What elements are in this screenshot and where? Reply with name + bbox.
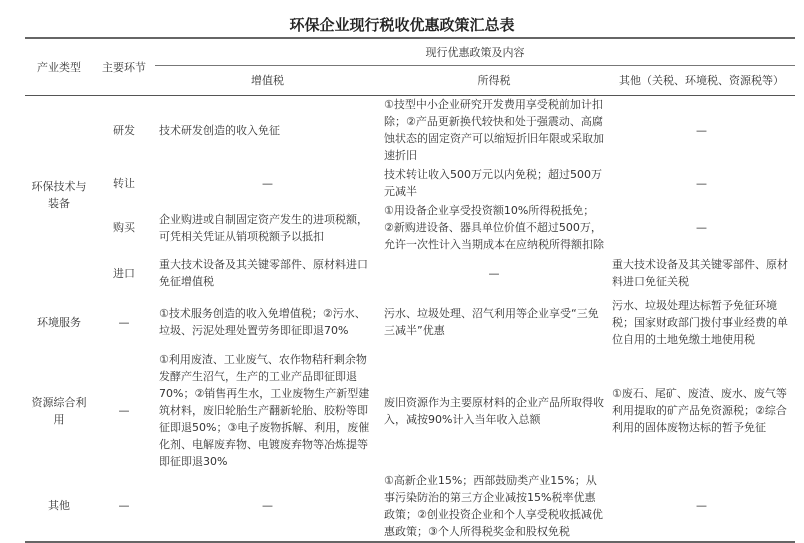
other-cell: — xyxy=(608,470,795,542)
table-row xyxy=(25,470,795,542)
other-cell: 污水、垃圾处理达标暂予免征环境税；国家财政部门拨付事业经费的单位自用的土地免缴土地使用税 xyxy=(612,298,788,346)
header-group: 现行优惠政策及内容 xyxy=(155,38,795,66)
table-row xyxy=(25,351,795,470)
stage-cell: — xyxy=(118,404,130,417)
vat-cell: 技术研发创造的收入免征 xyxy=(159,123,280,137)
stage-cell: 研发 xyxy=(113,123,135,137)
header-vat: 增值税 xyxy=(155,66,380,96)
income-cell: 废旧资源作为主要原材料的企业产品所取得收入，减按90%计入当年收入总额 xyxy=(384,395,604,426)
table-row xyxy=(25,293,795,351)
header-income: 所得税 xyxy=(380,66,608,96)
income-cell: ①用设备企业享受投资额10%所得税抵免；②新购进设备、器具单位价值不超过500万，允许一次性计入当期成本在应纳税所得额扣除 xyxy=(384,204,604,251)
vat-cell: 重大技术设备及其关键零部件、原材料进口免征增值税 xyxy=(159,258,368,288)
industry-cell: 环保技术与装备 xyxy=(31,179,87,210)
table-row xyxy=(25,202,795,253)
vat-cell: — xyxy=(155,470,380,542)
income-cell: 技术转让收入500万元以内免税；超过500万元减半 xyxy=(384,168,602,198)
other-cell: — xyxy=(696,221,708,234)
stage-cell: 进口 xyxy=(113,266,135,280)
other-cell: — xyxy=(696,123,708,137)
table-row xyxy=(25,96,795,165)
industry-cell: 其他 xyxy=(25,470,93,542)
header-industry: 产业类型 xyxy=(25,38,93,96)
stage-cell: — xyxy=(118,315,130,329)
table-row xyxy=(25,164,795,202)
vat-cell: ①技术服务创造的收入免增值税；②污水、垃圾、污泥处理处置劳务即征即退70% xyxy=(159,307,366,337)
header-other: 其他（关税、环境税、资源税等） xyxy=(608,66,795,96)
industry-cell: 资源综合利用 xyxy=(31,395,87,426)
table-row xyxy=(25,253,795,293)
vat-cell: ①利用废渣、工业废气、农作物秸秆剩余物发酵产生沼气，生产的工业产品即征即退70%；②销售再生水，工业废物生产新型建筑材料，废旧轮胎生产翻新轮胎、胶粉等即征即退50%；③电子废物拆解、利用，废催化剂、电解废弃物、电镀废弃物等冶炼提等即征即退30% xyxy=(159,353,370,468)
table-title: 环保企业现行税收优惠政策汇总表 xyxy=(289,16,515,34)
income-cell: ①技型中小企业研究开发费用享受税前加计扣除；②产品更新换代较快和处于强震动、高腐蚀状态的固定资产可以缩短折旧年限或采取加速折旧 xyxy=(384,98,604,162)
other-cell: — xyxy=(696,176,708,190)
vat-cell: — xyxy=(262,176,273,190)
industry-cell: 环境服务 xyxy=(37,315,81,329)
header-stage: 主要环节 xyxy=(93,38,155,96)
income-cell: 污水、垃圾处理、沼气利用等企业享受“三免三减半”优惠 xyxy=(384,307,599,337)
stage-cell: 购买 xyxy=(113,221,135,234)
stage-cell: — xyxy=(93,470,155,542)
income-cell: ①高新企业15%；西部鼓励类产业15%；从事污染防治的第三方企业减按15%税率优惠政策；②创业投资企业和个人享受税收抵减优惠政策；③个人所得税奖金和股权免税 xyxy=(380,470,608,542)
income-cell: — xyxy=(488,266,500,280)
other-cell: 重大技术设备及其关键零部件、原材料进口免征关税 xyxy=(612,258,788,288)
other-cell: ①废石、尾矿、废渣、废水、废气等利用提取的矿产品免资源税；②综合利用的固体废物达标的暂予免征 xyxy=(612,387,787,434)
tax-policy-table xyxy=(25,37,795,543)
header-row xyxy=(25,38,795,66)
vat-cell: 企业购进或自制固定资产发生的进项税额，可凭相关凭证从销项税额予以抵扣 xyxy=(159,212,368,243)
stage-cell: 转让 xyxy=(113,176,135,190)
